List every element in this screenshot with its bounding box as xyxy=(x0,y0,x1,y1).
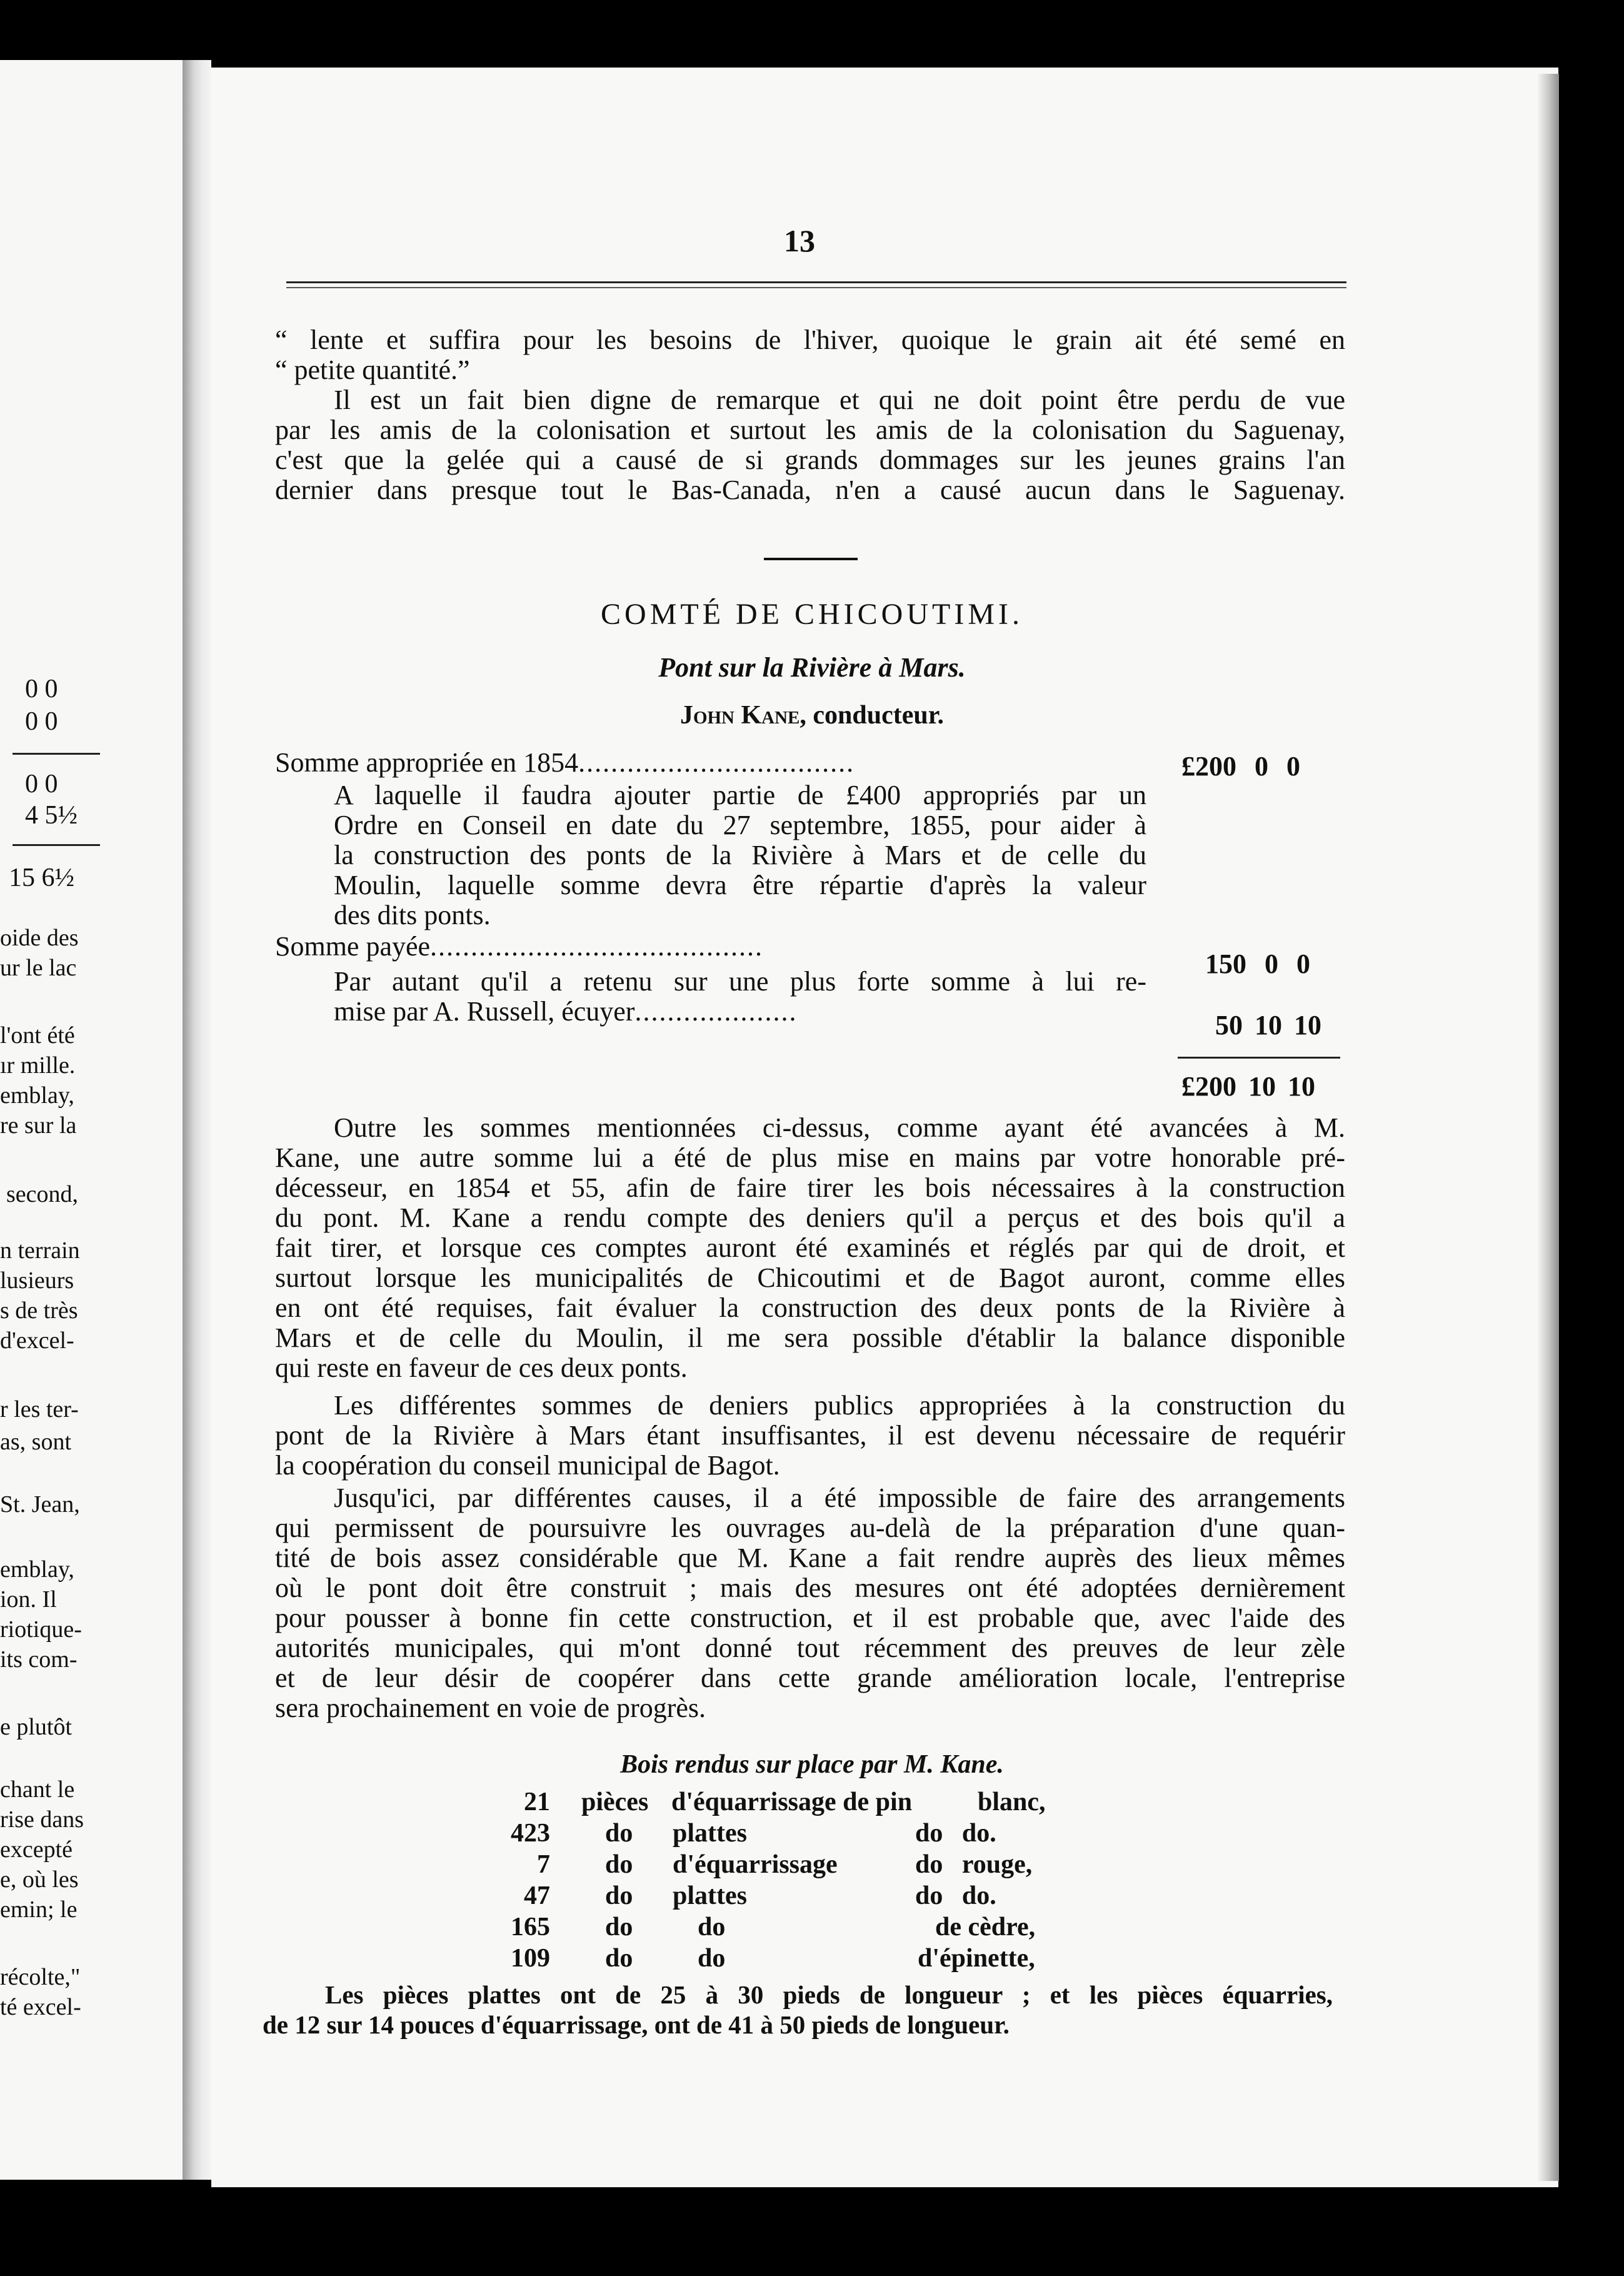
book-spine xyxy=(183,60,211,2180)
bois-type: d'équarrissage xyxy=(673,1850,838,1879)
bois-count: 7 xyxy=(537,1850,550,1879)
text-line: où le pont doit être construit ; mais des mesures ont été adoptées dernièrement xyxy=(275,1573,1345,1603)
bois-wood: d'épinette, xyxy=(918,1944,1035,1973)
text-line: A laquelle il faudra ajouter partie de £400 appropriés par un xyxy=(334,780,1146,810)
section-subtitle: Pont sur la Rivière à Mars. xyxy=(658,652,966,683)
text-line: Mars et de celle du Moulin, il me sera possible d'établir la balance disponible xyxy=(275,1322,1345,1353)
left-fragment-line: its com- xyxy=(0,1646,78,1673)
left-fragment-line: n terrain xyxy=(0,1237,80,1264)
text-line: Il est un fait bien digne de remarque et qui ne doit point être perdu de vue xyxy=(334,385,1345,415)
bois-kind: do xyxy=(605,1881,633,1910)
text-line: du pont. M. Kane a rendu compte des deniers qu'il a perçus et des bois qu'il a xyxy=(275,1202,1345,1233)
bois-kind: do xyxy=(605,1850,633,1879)
bois-wood: do do. xyxy=(915,1819,996,1848)
bois-type: d'équarrissage de pin xyxy=(671,1788,913,1816)
section-separator xyxy=(764,558,858,560)
text-line: fait tirer, et lorsque ces comptes auront été examinés et réglés par qui de droit, et xyxy=(275,1232,1345,1263)
text-line: “ lente et suffira pour les besoins de l'hiver, quoique le grain ait été semé en xyxy=(275,325,1345,355)
left-fragment-line: té excel- xyxy=(0,1994,81,2020)
left-fragment-line: as, sont xyxy=(0,1429,71,1455)
left-fragment-line: lusieurs xyxy=(0,1267,74,1294)
text-line: Par autant qu'il a retenu sur une plus forte somme à lui re- xyxy=(334,966,1146,997)
bois-type: plattes xyxy=(673,1881,747,1910)
text-line: la coopération du conseil municipal de Bagot. xyxy=(275,1450,780,1481)
text-line: en ont été requises, fait évaluer la construction des deux ponts de la Rivière à xyxy=(275,1292,1345,1323)
left-fragment-line: chant le xyxy=(0,1776,75,1803)
left-rule xyxy=(13,753,100,755)
text-line: des dits ponts. xyxy=(334,900,491,930)
text-line: et de leur désir de coopérer dans cette grande amélioration locale, l'entreprise xyxy=(275,1663,1345,1693)
contractor-line xyxy=(0,700,1624,730)
left-fragment-line: récolte," xyxy=(0,1964,81,1990)
left-rule xyxy=(13,844,100,846)
left-fragment-line: 0 0 xyxy=(25,675,58,703)
text-line: tité de bois assez considérable que M. Kane a fait rendre auprès des lieux mêmes xyxy=(275,1543,1345,1573)
amount-appropriated: £200 0 0 xyxy=(1181,751,1300,782)
bois-type: do xyxy=(698,1944,726,1973)
text-line: Outre les sommes mentionnées ci-dessus, comme ayant été avancées à M. xyxy=(334,1112,1345,1143)
bois-count: 109 xyxy=(511,1944,550,1973)
leader-dots: .................... xyxy=(634,996,798,1027)
text-line: décesseur, en 1854 et 55, afin de faire tirer les bois nécessaires à la construction xyxy=(275,1172,1345,1203)
bois-count: 21 xyxy=(524,1788,550,1816)
left-fragment-line: excepté xyxy=(0,1836,73,1863)
page-number: 13 xyxy=(784,223,815,258)
contractor-name: John Kane, xyxy=(679,701,806,730)
closing-line: de 12 sur 14 pouces d'équarrissage, ont de 41 à 50 pieds de longueur. xyxy=(263,2010,1010,2039)
text-line: autorités municipales, qui m'ont donné tout récemment des preuves de leur zèle xyxy=(275,1633,1345,1663)
bois-wood: blanc, xyxy=(978,1788,1046,1816)
bois-kind: do xyxy=(605,1819,633,1848)
closing-line: Les pièces plattes ont de 25 à 30 pieds de longueur ; et les pièces équarries, xyxy=(325,1980,1333,2009)
header-rule xyxy=(286,281,1346,288)
bois-wood: do rouge, xyxy=(915,1850,1033,1879)
text-line: Ordre en Conseil en date du 27 septembre, 1855, pour aider à xyxy=(334,810,1146,840)
account-label: Somme appropriée en 1854 xyxy=(275,747,579,778)
left-fragment-line: second, xyxy=(6,1181,79,1207)
text-line: qui permissent de poursuivre les ouvrages au-delà de la préparation d'une quan- xyxy=(275,1513,1345,1543)
account-line-3 xyxy=(334,997,797,1027)
amount-total: £200 10 10 xyxy=(1181,1071,1315,1102)
left-fragment-line: ur le lac xyxy=(0,955,77,981)
left-fragment-line: r les ter- xyxy=(0,1396,79,1422)
left-fragment-line: re sur la xyxy=(0,1112,77,1139)
section-title: COMTÉ DE CHICOUTIMI. xyxy=(601,598,1023,631)
amount-paid: 150 0 0 xyxy=(1205,949,1310,979)
sum-rule xyxy=(1178,1057,1340,1059)
text-line: Jusqu'ici, par différentes causes, il a été impossible de faire des arrangements xyxy=(334,1483,1345,1513)
text-line: “ petite quantité.” xyxy=(275,355,470,385)
text-line: sera prochainement en voie de progrès. xyxy=(275,1693,706,1723)
left-fragment-line: e plutôt xyxy=(0,1714,73,1740)
amount-retained: 50 10 10 xyxy=(1215,1010,1321,1040)
left-fragment-line: rise dans xyxy=(0,1806,84,1833)
bois-type: do xyxy=(698,1913,726,1941)
bois-type: plattes xyxy=(673,1819,747,1848)
leader-dots: ......................................... xyxy=(430,931,764,962)
text-line: Moulin, laquelle somme devra être répartie d'après la valeur xyxy=(334,870,1146,900)
text-line: pont de la Rivière à Mars étant insuffisantes, il est devenu nécessaire de requérir xyxy=(275,1420,1345,1451)
bois-wood: do do. xyxy=(915,1881,996,1910)
bois-count: 423 xyxy=(511,1819,550,1848)
text-line: dernier dans presque tout le Bas-Canada, n'en a causé aucun dans le Saguenay. xyxy=(275,475,1345,505)
text-line: Kane, une autre somme lui a été de plus mise en mains par votre honorable pré- xyxy=(275,1142,1345,1173)
left-fragment-line: emblay, xyxy=(0,1082,74,1109)
left-fragment-line: s de très xyxy=(0,1297,78,1324)
text-line: la construction des ponts de la Rivière à Mars et de celle du xyxy=(334,840,1146,870)
contractor-role: conducteur. xyxy=(813,701,945,730)
bois-count: 47 xyxy=(524,1881,550,1910)
text-line: mise par A. Russell, écuyer xyxy=(334,996,635,1027)
bois-kind: do xyxy=(605,1944,633,1973)
text-line: pour pousser à bonne fin cette construction, et il est probable que, avec l'aide des xyxy=(275,1603,1345,1633)
text-line: Les différentes sommes de deniers publics appropriées à la construction du xyxy=(334,1390,1345,1421)
left-fragment-line: d'excel- xyxy=(0,1327,74,1354)
left-fragment-line: St. Jean, xyxy=(0,1491,80,1518)
left-fragment-line: riotique- xyxy=(0,1616,82,1643)
text-line: c'est que la gelée qui a causé de si grands dommages sur les jeunes grains l'an xyxy=(275,445,1345,475)
bois-kind: do xyxy=(605,1913,633,1941)
left-fragment-line: e, où les xyxy=(0,1866,79,1893)
leader-dots: .................................. xyxy=(578,747,855,778)
bois-kind: pièces xyxy=(581,1788,649,1816)
left-fragment-line: 15 6½ xyxy=(9,864,74,892)
text-line: surtout lorsque les municipalités de Chicoutimi et de Bagot auront, comme elles xyxy=(275,1262,1345,1293)
left-fragment-line: oide des xyxy=(0,925,79,951)
left-fragment-line: 0 0 xyxy=(25,770,58,798)
text-line: qui reste en faveur de ces deux ponts. xyxy=(275,1352,688,1383)
account-label: Somme payée xyxy=(275,931,431,962)
bois-title: Bois rendus sur place par M. Kane. xyxy=(620,1750,1004,1779)
left-fragment-line: ır mille. xyxy=(0,1052,76,1079)
left-fragment-line: emin; le xyxy=(0,1896,78,1923)
account-line-2 xyxy=(275,932,763,962)
left-fragment-line: ion. Il xyxy=(0,1586,57,1613)
account-line-1 xyxy=(275,748,855,778)
page-edge xyxy=(1538,74,1559,2181)
left-fragment-line: emblay, xyxy=(0,1556,74,1583)
left-fragment-line: l'ont été xyxy=(0,1022,75,1049)
left-fragment-line: 0 0 xyxy=(25,707,58,736)
bois-count: 165 xyxy=(511,1913,550,1941)
bois-wood: de cèdre, xyxy=(935,1913,1036,1941)
text-line: par les amis de la colonisation et surtout les amis de la colonisation du Saguenay, xyxy=(275,415,1345,445)
left-fragment-line: 4 5½ xyxy=(25,801,78,830)
